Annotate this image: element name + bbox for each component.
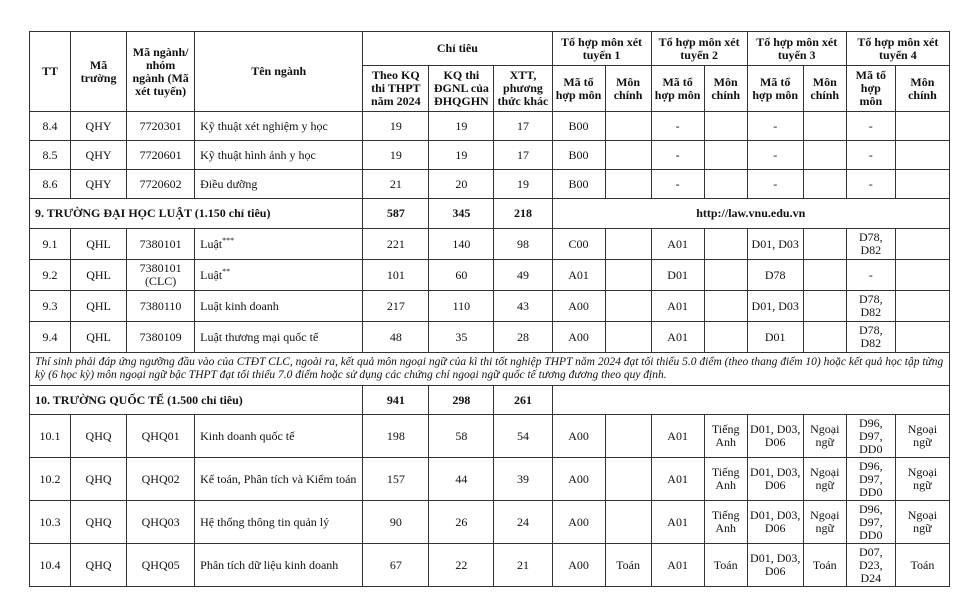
cell-ma: 7720602 [127, 170, 195, 199]
table-row [30, 112, 950, 141]
cell-m3: D01, D03 [747, 229, 803, 260]
cell-c4 [895, 260, 949, 291]
cell-m4: D96, D97, DD0 [846, 501, 895, 544]
admission-table [29, 31, 950, 587]
cell-m2: D01 [651, 260, 704, 291]
cell-truong: QHL [71, 322, 127, 353]
table-row [30, 291, 950, 322]
cell-c3 [803, 170, 846, 199]
cell-truong: QHY [71, 112, 127, 141]
col-ma-nganh: Mã ngành/ nhóm ngành (Mã xét tuyển) [127, 32, 195, 112]
cell-m3: D01, D03, D06 [747, 415, 803, 458]
cell-c4 [895, 322, 949, 353]
col-xtt: XTT, phương thức khác [494, 66, 552, 112]
program-name: Điều dưỡng [200, 176, 258, 191]
cell-m3: D78 [747, 260, 803, 291]
cell-c: 43 [494, 291, 552, 322]
cell-b: 22 [429, 544, 494, 587]
note-row [30, 353, 950, 386]
cell-b: 20 [429, 170, 494, 199]
col-mon-chinh-4: Môn chính [895, 66, 949, 112]
cell-a: 198 [363, 415, 429, 458]
program-name: Luật [200, 267, 223, 282]
cell-c2 [704, 112, 747, 141]
cell-b: 19 [429, 112, 494, 141]
col-to-hop-2: Tổ hợp môn xét tuyển 2 [651, 32, 747, 66]
cell-tt: 10.4 [30, 544, 71, 587]
cell-m1: C00 [552, 229, 605, 260]
section-row [30, 386, 950, 415]
cell-b: 58 [429, 415, 494, 458]
cell-c4 [895, 291, 949, 322]
cell-truong: QHL [71, 291, 127, 322]
col-tt: TT [30, 32, 71, 112]
section-total-a: 941 [363, 386, 429, 415]
cell-m4: D78, D82 [846, 291, 895, 322]
table-row [30, 322, 950, 353]
cell-c4: Ngoại ngữ [895, 458, 949, 501]
header-row-top [30, 32, 950, 66]
cell-m1: A00 [552, 322, 605, 353]
cell-m4: D78, D82 [846, 229, 895, 260]
cell-c1 [605, 322, 651, 353]
cell-ma: 7380110 [127, 291, 195, 322]
cell-a: 90 [363, 501, 429, 544]
cell-ten [195, 170, 363, 199]
section-row [30, 199, 950, 229]
program-name: Kỹ thuật xét nghiệm y học [200, 118, 328, 133]
cell-m1: B00 [552, 141, 605, 170]
cell-b: 26 [429, 501, 494, 544]
cell-c: 49 [494, 260, 552, 291]
section-url: http://law.vnu.edu.vn [552, 199, 950, 229]
cell-c1 [605, 260, 651, 291]
section-title: 9. TRƯỜNG ĐẠI HỌC LUẬT (1.150 chỉ tiêu) [30, 199, 363, 229]
cell-m2: A01 [651, 415, 704, 458]
cell-m1: A01 [552, 260, 605, 291]
cell-b: 44 [429, 458, 494, 501]
cell-tt: 9.2 [30, 260, 71, 291]
cell-c2: Tiếng Anh [704, 501, 747, 544]
cell-b: 19 [429, 141, 494, 170]
cell-ten [195, 501, 363, 544]
cell-m3: D01, D03, D06 [747, 458, 803, 501]
cell-c4 [895, 112, 949, 141]
cell-tt: 10.3 [30, 501, 71, 544]
cell-c3: Ngoại ngữ [803, 415, 846, 458]
cell-tt: 10.1 [30, 415, 71, 458]
cell-m4: D96, D97, DD0 [846, 458, 895, 501]
cell-m1: A00 [552, 291, 605, 322]
cell-a: 67 [363, 544, 429, 587]
cell-a: 157 [363, 458, 429, 501]
cell-tt: 9.4 [30, 322, 71, 353]
cell-ten [195, 458, 363, 501]
cell-truong: QHL [71, 260, 127, 291]
col-theo-kq: Theo KQ thi THPT năm 2024 [363, 66, 429, 112]
cell-c2: Tiếng Anh [704, 415, 747, 458]
cell-m1: A00 [552, 458, 605, 501]
program-name: Kế toán, Phân tích và Kiểm toán [200, 471, 357, 486]
cell-m2: - [651, 112, 704, 141]
cell-c3 [803, 322, 846, 353]
cell-tt: 8.5 [30, 141, 71, 170]
table-row [30, 415, 950, 458]
cell-truong: QHQ [71, 501, 127, 544]
cell-m2: A01 [651, 501, 704, 544]
cell-m1: A00 [552, 501, 605, 544]
cell-c4 [895, 141, 949, 170]
cell-ma: 7720601 [127, 141, 195, 170]
cell-ten [195, 322, 363, 353]
cell-m4: D78, D82 [846, 322, 895, 353]
cell-ma: 7380101 [127, 229, 195, 260]
cell-truong: QHQ [71, 415, 127, 458]
cell-c3: Ngoại ngữ [803, 501, 846, 544]
cell-c1 [605, 112, 651, 141]
cell-tt: 9.1 [30, 229, 71, 260]
cell-c4: Toán [895, 544, 949, 587]
table-row [30, 458, 950, 501]
program-name: Luật thương mại quốc tế [200, 329, 319, 344]
cell-m2: - [651, 170, 704, 199]
cell-ten [195, 141, 363, 170]
cell-c3 [803, 291, 846, 322]
program-name: Hệ thống thông tin quản lý [200, 514, 330, 529]
section-title: 10. TRƯỜNG QUỐC TẾ (1.500 chỉ tiêu) [30, 386, 363, 415]
cell-truong: QHQ [71, 458, 127, 501]
program-name: Phân tích dữ liệu kinh doanh [200, 557, 339, 572]
cell-truong: QHY [71, 170, 127, 199]
col-ma-to-hop-2: Mã tổ hợp môn [651, 66, 704, 112]
cell-c1 [605, 229, 651, 260]
cell-b: 60 [429, 260, 494, 291]
cell-c: 17 [494, 141, 552, 170]
section-total-c: 218 [494, 199, 552, 229]
cell-ten [195, 260, 363, 291]
cell-c3: Toán [803, 544, 846, 587]
cell-m2: A01 [651, 458, 704, 501]
table-row [30, 170, 950, 199]
cell-c: 98 [494, 229, 552, 260]
table-row [30, 260, 950, 291]
cell-ma: 7380109 [127, 322, 195, 353]
cell-m2: A01 [651, 322, 704, 353]
cell-m4: - [846, 170, 895, 199]
cell-c2 [704, 260, 747, 291]
section-total-b: 345 [429, 199, 494, 229]
cell-tt: 10.2 [30, 458, 71, 501]
col-ten-nganh: Tên ngành [195, 32, 363, 112]
cell-m1: B00 [552, 112, 605, 141]
col-ma-truong: Mã trường [71, 32, 127, 112]
col-chi-tieu: Chỉ tiêu [363, 32, 552, 66]
col-to-hop-1: Tổ hợp môn xét tuyển 1 [552, 32, 651, 66]
cell-m1: A00 [552, 415, 605, 458]
cell-c1: Toán [605, 544, 651, 587]
table-row [30, 501, 950, 544]
cell-m3: D01 [747, 322, 803, 353]
cell-c3 [803, 112, 846, 141]
cell-b: 140 [429, 229, 494, 260]
cell-m2: A01 [651, 544, 704, 587]
cell-c3 [803, 229, 846, 260]
cell-ten [195, 544, 363, 587]
cell-m4: D96, D97, DD0 [846, 415, 895, 458]
cell-tt: 8.4 [30, 112, 71, 141]
cell-ten [195, 415, 363, 458]
cell-m2: - [651, 141, 704, 170]
col-mon-chinh-3: Môn chính [803, 66, 846, 112]
cell-c4 [895, 170, 949, 199]
program-name: Luật [200, 236, 223, 251]
cell-a: 21 [363, 170, 429, 199]
program-name: Kỹ thuật hình ảnh y học [200, 147, 316, 162]
section-total-b: 298 [429, 386, 494, 415]
cell-ma: 7720301 [127, 112, 195, 141]
col-ma-to-hop-1: Mã tổ hợp môn [552, 66, 605, 112]
col-ma-to-hop-4: Mã tổ hợp môn [846, 66, 895, 112]
cell-a: 19 [363, 112, 429, 141]
cell-c2 [704, 322, 747, 353]
cell-c1 [605, 458, 651, 501]
cell-c4 [895, 229, 949, 260]
cell-m3: - [747, 170, 803, 199]
cell-c: 19 [494, 170, 552, 199]
cell-c1 [605, 141, 651, 170]
cell-c: 21 [494, 544, 552, 587]
cell-ten [195, 112, 363, 141]
cell-c2 [704, 170, 747, 199]
cell-a: 19 [363, 141, 429, 170]
cell-m3: D01, D03 [747, 291, 803, 322]
cell-m2: A01 [651, 229, 704, 260]
cell-a: 101 [363, 260, 429, 291]
cell-truong: QHY [71, 141, 127, 170]
program-name: Kinh doanh quốc tế [200, 428, 295, 443]
col-to-hop-4: Tổ hợp môn xét tuyển 4 [846, 32, 949, 66]
footnote-mark: ** [222, 266, 231, 276]
table-row [30, 544, 950, 587]
cell-m1: B00 [552, 170, 605, 199]
cell-ma: QHQ01 [127, 415, 195, 458]
col-mon-chinh-2: Môn chính [704, 66, 747, 112]
cell-ma: QHQ03 [127, 501, 195, 544]
cell-m1: A00 [552, 544, 605, 587]
col-ma-to-hop-3: Mã tổ hợp môn [747, 66, 803, 112]
cell-c4: Ngoại ngữ [895, 415, 949, 458]
cell-m3: - [747, 141, 803, 170]
cell-c: 28 [494, 322, 552, 353]
note-text: Thí sinh phải đáp ứng ngưỡng đầu vào của CTĐT CLC, ngoài ra, kết quả môn ngoại ngữ của kì thi tốt nghiệp THPT năm 2024 đạt tối thiểu 5.0 điểm (theo thang điểm 10) hoặc kết quả học tập từng kỳ (6 học kỳ) môn ngoại ngữ bậc THPT đạt tối thiểu 7.0 điểm hoặc sử dụng các chứng chỉ ngoại ngữ quốc tế tương đương theo quy định. [30, 353, 950, 386]
cell-tt: 8.6 [30, 170, 71, 199]
cell-truong: QHQ [71, 544, 127, 587]
cell-a: 48 [363, 322, 429, 353]
cell-c3 [803, 141, 846, 170]
table-row [30, 141, 950, 170]
col-to-hop-3: Tổ hợp môn xét tuyển 3 [747, 32, 846, 66]
section-url [552, 386, 950, 415]
col-mon-chinh-1: Môn chính [605, 66, 651, 112]
cell-c: 24 [494, 501, 552, 544]
cell-ma: QHQ02 [127, 458, 195, 501]
cell-m4: - [846, 112, 895, 141]
cell-c3 [803, 260, 846, 291]
cell-c1 [605, 501, 651, 544]
section-total-a: 587 [363, 199, 429, 229]
cell-truong: QHL [71, 229, 127, 260]
cell-c4: Ngoại ngữ [895, 501, 949, 544]
cell-a: 221 [363, 229, 429, 260]
cell-c2 [704, 291, 747, 322]
col-kq-dgnl: KQ thi ĐGNL của ĐHQGHN [429, 66, 494, 112]
cell-m3: D01, D03, D06 [747, 501, 803, 544]
cell-m4: D07, D23, D24 [846, 544, 895, 587]
cell-m3: - [747, 112, 803, 141]
cell-a: 217 [363, 291, 429, 322]
cell-c1 [605, 291, 651, 322]
cell-m4: - [846, 141, 895, 170]
cell-b: 110 [429, 291, 494, 322]
cell-c3: Ngoại ngữ [803, 458, 846, 501]
table-row [30, 229, 950, 260]
cell-c1 [605, 170, 651, 199]
cell-c2 [704, 141, 747, 170]
cell-ma: QHQ05 [127, 544, 195, 587]
cell-ten [195, 229, 363, 260]
section-total-c: 261 [494, 386, 552, 415]
cell-c1 [605, 415, 651, 458]
cell-c2 [704, 229, 747, 260]
program-name: Luật kinh doanh [200, 298, 279, 313]
cell-m2: A01 [651, 291, 704, 322]
cell-c: 54 [494, 415, 552, 458]
footnote-mark: *** [222, 235, 235, 245]
table-body [30, 112, 950, 587]
cell-c: 39 [494, 458, 552, 501]
cell-ten [195, 291, 363, 322]
cell-m3: D01, D03, D06 [747, 544, 803, 587]
cell-c: 17 [494, 112, 552, 141]
cell-b: 35 [429, 322, 494, 353]
cell-tt: 9.3 [30, 291, 71, 322]
cell-ma: 7380101 (CLC) [127, 260, 195, 291]
cell-m4: - [846, 260, 895, 291]
cell-c2: Tiếng Anh [704, 458, 747, 501]
cell-c2: Toán [704, 544, 747, 587]
